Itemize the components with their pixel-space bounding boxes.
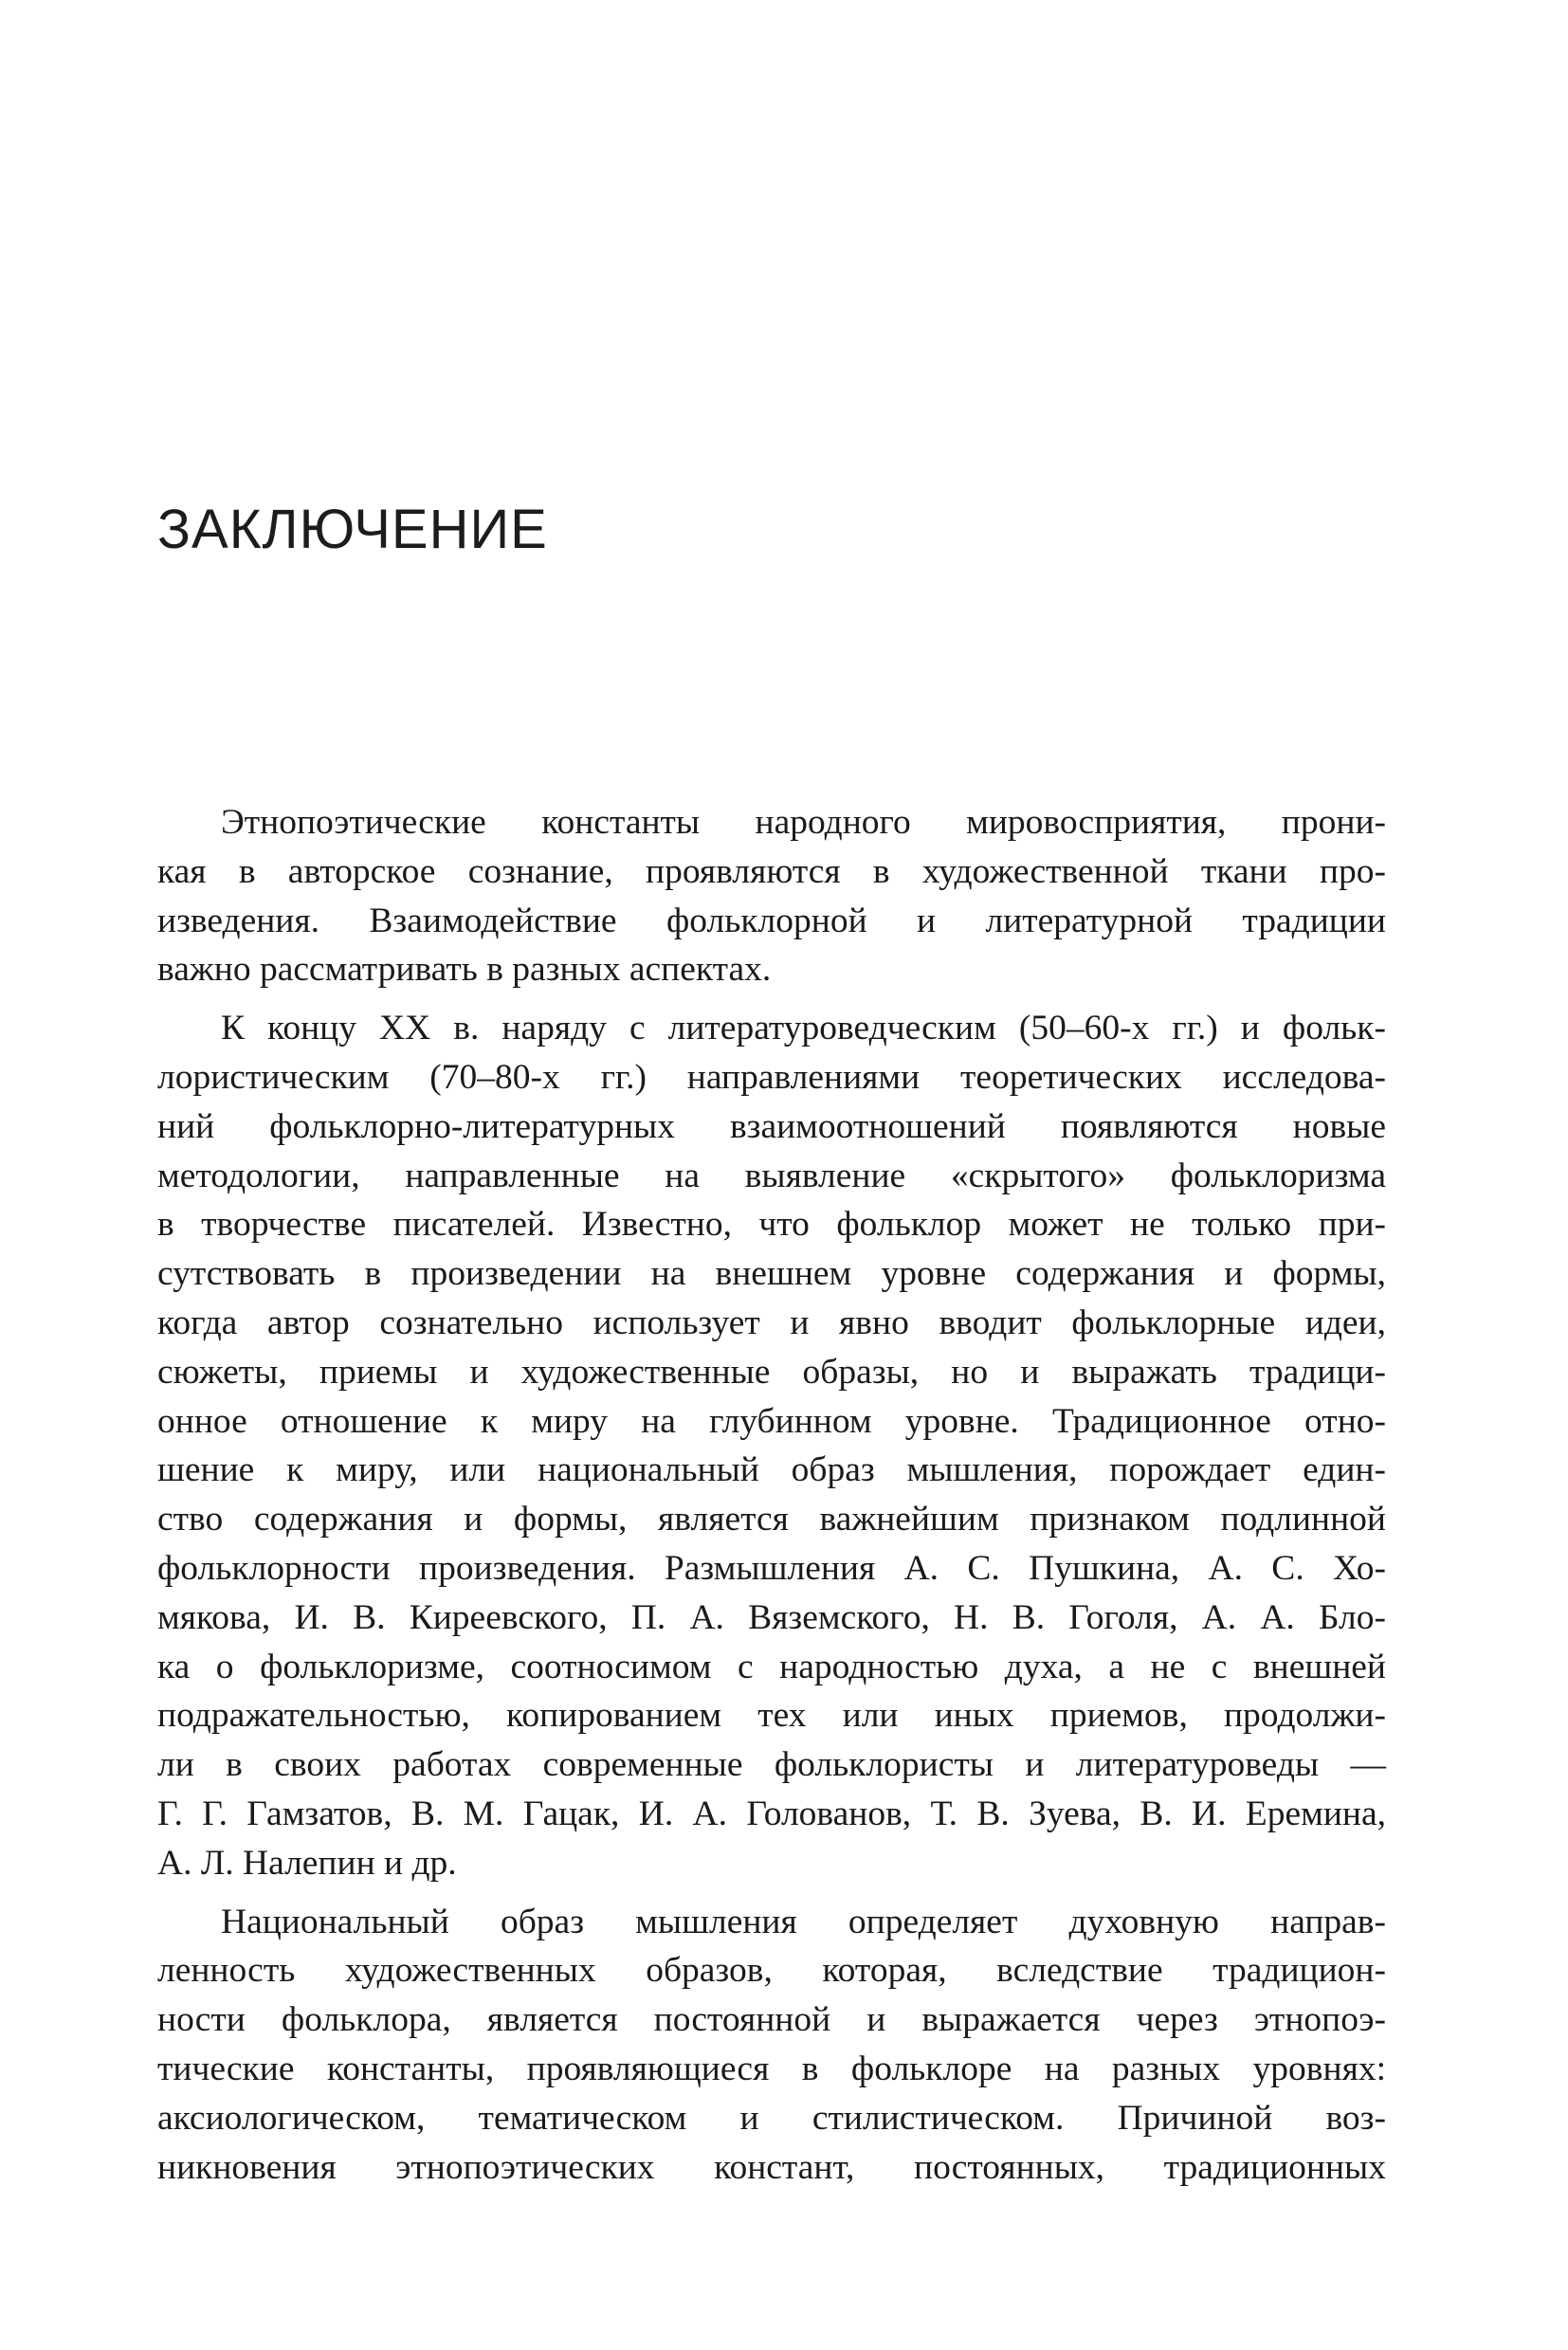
text-line: К концу XX в. наряду с литературоведческим (50–60-х гг.) и фольк- <box>221 1009 1386 1048</box>
text-line: А. Л. Налепин и др. <box>157 1843 457 1883</box>
text-line: когда автор сознательно использует и явно вводит фольклорные идеи, <box>157 1303 1386 1342</box>
text-line: сюжеты, приемы и художественные образы, но и выражать традици- <box>157 1352 1386 1392</box>
text-line: кая в авторское сознание, проявляются в художественной ткани про- <box>157 851 1386 891</box>
text-line: в творчестве писателей. Известно, что фольклор может не только при- <box>157 1205 1386 1245</box>
text-line: важно рассматривать в разных аспектах. <box>157 950 772 990</box>
text-line: фольклорности произведения. Размышления А. С. Пушкина, А. С. Хо- <box>157 1548 1386 1588</box>
text-line: методологии, направленные на выявление «скрытого» фольклоризма <box>157 1156 1386 1195</box>
text-line: Этнопоэтические константы народного мировосприятия, прони- <box>221 803 1386 842</box>
text-line: аксиологическом, тематическом и стилистическом. Причиной воз- <box>157 2098 1386 2138</box>
text-line: ка о фольклоризме, соотносимом с народностью духа, а не с внешней <box>157 1647 1386 1686</box>
paragraph <box>157 798 1386 994</box>
text-line: ли в своих работах современные фольклористы и литературоведы — <box>157 1745 1386 1785</box>
body-text <box>157 798 1386 2192</box>
text-line: Г. Г. Гамзатов, В. М. Гацак, И. А. Голованов, Т. В. Зуева, В. И. Еремина, <box>157 1794 1386 1833</box>
text-line: мякова, И. В. Киреевского, П. А. Вяземского, Н. В. Гоголя, А. А. Бло- <box>157 1597 1386 1637</box>
text-line: ство содержания и формы, является важнейшим признаком подлинной <box>157 1500 1386 1539</box>
text-line: Национальный образ мышления определяет духовную направ- <box>221 1902 1386 1941</box>
chapter-title: ЗАКЛЮЧЕНИЕ <box>157 499 548 560</box>
text-line: сутствовать в произведении на внешнем уровне содержания и формы, <box>157 1254 1386 1294</box>
text-line: ленность художественных образов, которая, вследствие традицион- <box>157 1951 1386 1991</box>
paragraph-gap <box>157 994 1386 1004</box>
text-line: ний фольклорно-литературных взаимоотношений появляются новые <box>157 1106 1386 1146</box>
text-line: шение к миру, или национальный образ мышления, порождает един- <box>157 1450 1386 1490</box>
text-line: изведения. Взаимодействие фольклорной и литературной традиции <box>157 901 1386 940</box>
text-line: тические константы, проявляющиеся в фольклоре на разных уровнях: <box>157 2049 1386 2088</box>
text-line: никновения этнопоэтических констант, постоянных, традиционных <box>157 2147 1386 2187</box>
text-line: подражательностью, копированием тех или иных приемов, продолжи- <box>157 1696 1386 1736</box>
text-line: ности фольклора, является постоянной и выражается через этнопоэ- <box>157 2000 1386 2040</box>
text-line: онное отношение к миру на глубинном уровне. Традиционное отно- <box>157 1401 1386 1441</box>
paragraph <box>157 1898 1386 2193</box>
paragraph <box>157 1004 1386 1887</box>
text-line: лористическим (70–80-х гг.) направлениями теоретических исследова- <box>157 1057 1386 1097</box>
paragraph-gap <box>157 1888 1386 1898</box>
